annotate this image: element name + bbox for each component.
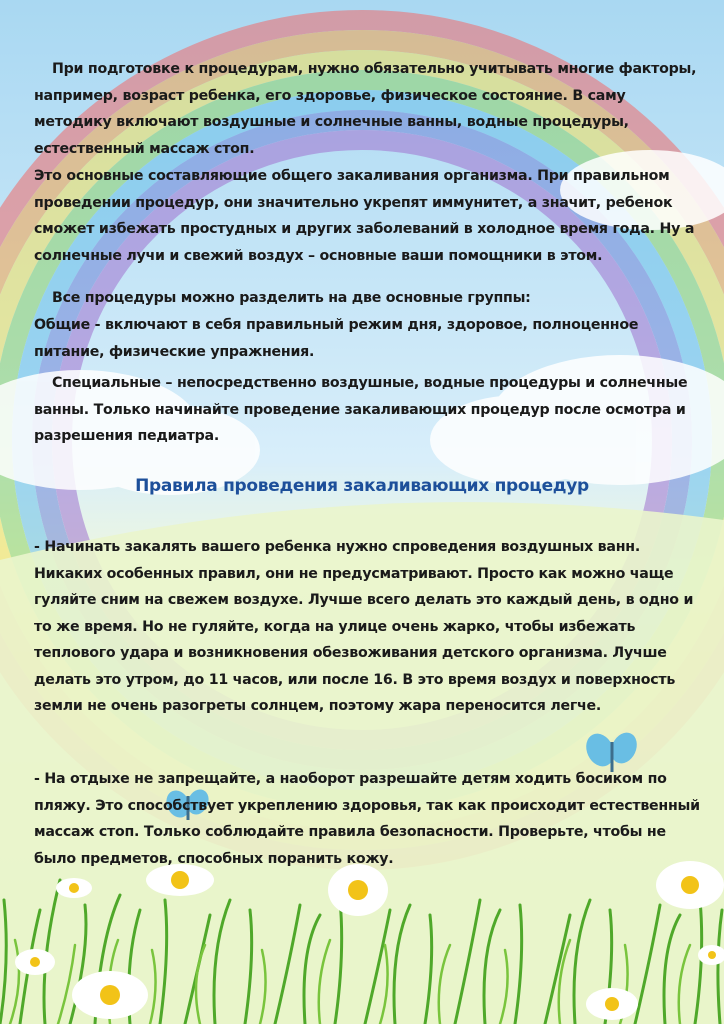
intro-paragraph [34,56,706,162]
rule-item-barefoot: - На отдыхе не запрещайте, а наоборот разрешайте детям ходить босиком по пляжу. Это способствует укреплению здоровья, так как происходит естественный массаж стоп. Только соблюдайте правила безопасности. Проверьте, чтобы не было предметов, способных поранить кожу. [34,771,700,867]
special-procedures-text: Специальные – непосредственно воздушные, водные процедуры и солнечные ванны. Только начинайте проведение закаливающих процедур после осмотра и разрешения педиатра. [34,375,688,444]
intro-paragraph-text: При подготовке к процедурам, нужно обязательно учитывать многие факторы, например, возраст ребенка, его здоровье, физическое состояние. В саму методику включают воздушные и солнечные ванны, водные процедуры, естественный массаж стоп. [34,61,697,157]
groups-intro-text: Все процедуры можно разделить на две основные группы: [52,290,531,306]
groups-intro [34,285,706,312]
general-procedures: Общие - включают в себя правильный режим дня, здоровое, полноценное питание, физические упражнения. [34,317,639,360]
special-procedures [34,370,706,450]
intro-paragraph: Это основные составляющие общего закаливания организма. При правильном проведении процедур, они значительно укрепят иммунитет, а значит, ребенок сможет избежать простудных и других заболеваний в холодное время года. Ну а солнечные лучи и свежий воздух – основные ваши помощники в этом. [34,168,695,264]
rule-item-air-baths: - Начинать закалять вашего ребенка нужно спроведения воздушных ванн. Никаких особенных правил, они не предусматривают. Просто как можно чаще гуляйте сним на свежем воздухе. Лучше всего делать это каждый день, в одно и то же время. Но не гуляйте, когда на улице очень жарко, чтобы избежать теплового удара и возникновения обезвоживания детского организма. Лучше делать это утром, до 11 часов, или после 16. В это время воздух и поверхность земли не очень разогреты солнцем, поэтому жара переносится легче. [34,539,694,714]
rules-heading: Правила проведения закаливающих процедур [135,476,589,496]
